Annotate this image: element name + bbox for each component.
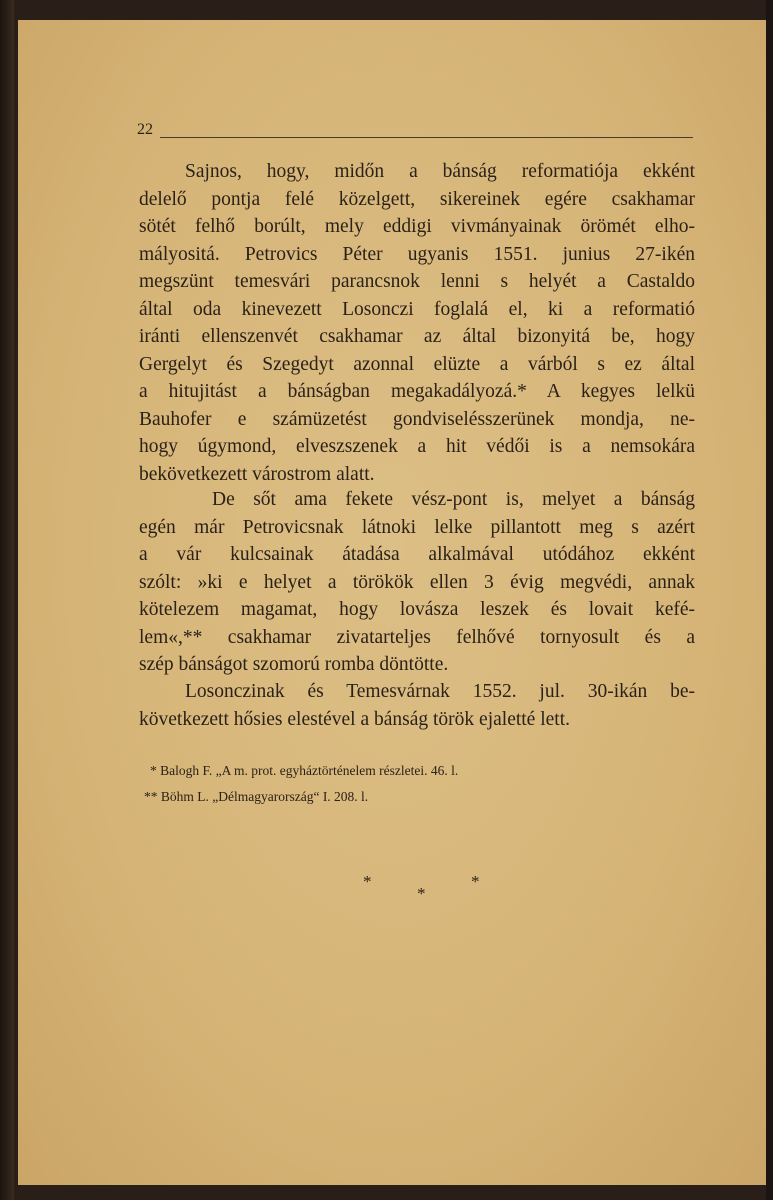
header-rule [160, 137, 693, 138]
text-line: következett hősies elestével a bánság török ejaletté lett. [139, 708, 570, 730]
text-line: egén már Petrovicsnak látnoki lelke pillantott meg s azért [139, 516, 695, 538]
text-line: Losonczinak és Temesvárnak 1552. jul. 30-ikán be- [185, 681, 695, 702]
section-break-star: * [417, 884, 426, 903]
section-break-star: * [363, 872, 372, 891]
footnote-1: * Balogh F. „A m. prot. egyháztörténelem részletei. 46. l. [150, 763, 459, 778]
text-line: De sőt ama fekete vész-pont is, melyet a bánság [212, 489, 695, 510]
text-line: Sajnos, hogy, midőn a bánság reformatiója ekként [185, 161, 695, 182]
text-line: mályositá. Petrovics Péter ugyanis 1551. junius 27-ikén [139, 243, 695, 265]
text-line: sötét felhő borúlt, mely eddigi vivmányainak örömét elho- [139, 216, 695, 237]
section-break-star: * [471, 872, 480, 891]
text-line: delelő pontja felé közelgett, sikereinek egére csakhamar [139, 188, 695, 210]
text-line: lem«,** csakhamar zivatarteljes felhővé tornyosult és a [139, 626, 695, 648]
text-line: által oda kinevezett Losonczi foglalá el, ki a reformatió [139, 298, 695, 320]
text-line: a hitujitást a bánságban megakadályozá.* A kegyes lelkü [139, 381, 695, 402]
page-edge [766, 0, 773, 1200]
text-line: hogy úgymond, elveszszenek a hit védői is a nemsokára [139, 436, 695, 457]
text-line: kötelezem magamat, hogy lovásza leszek és lovait kefé- [139, 599, 695, 620]
footnote-2: ** Böhm L. „Délmagyarország“ I. 208. l. [144, 789, 369, 804]
page-number: 22 [137, 121, 153, 138]
book-spine [0, 0, 14, 1200]
text-line: szólt: »ki e helyet a törökök ellen 3 évig megvédi, annak [139, 571, 695, 593]
text-line: Bauhofer e számüzetést gondviselésszerünek mondja, ne- [139, 408, 695, 430]
text-line: Gergelyt és Szegedyt azonnal elüzte a várból s ez által [139, 353, 695, 375]
text-line: megszünt temesvári parancsnok lenni s helyét a Castaldo [139, 271, 695, 292]
text-line: a vár kulcsainak átadása alkalmával utódához ekként [139, 544, 695, 565]
text-line: bekövetkezett várostrom alatt. [139, 463, 375, 485]
text-line: szép bánságot szomorú romba döntötte. [139, 654, 449, 675]
text-line: iránti ellenszenvét csakhamar az által bizonyitá be, hogy [139, 326, 695, 347]
